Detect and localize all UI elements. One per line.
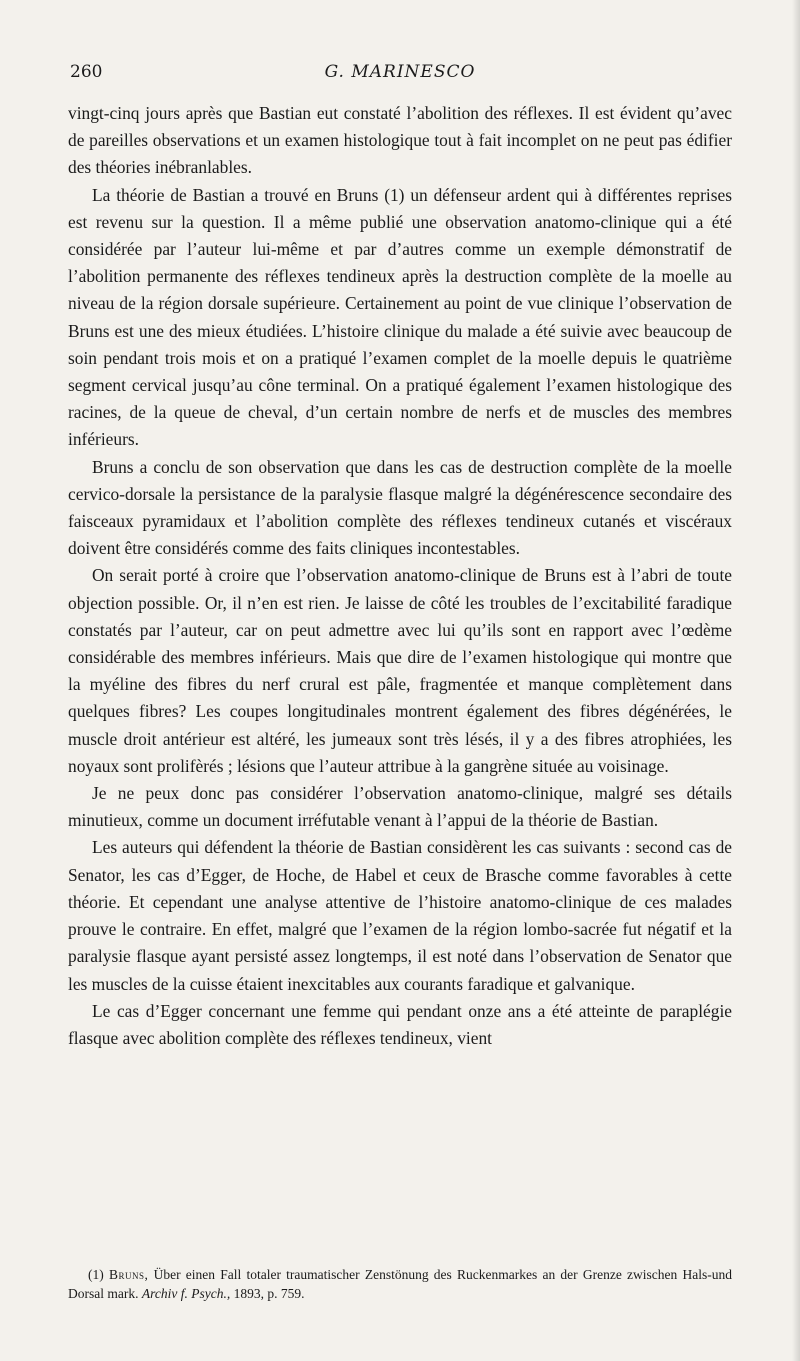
footnotes — [68, 1265, 732, 1303]
footnote-journal: Archiv f. Psych., — [141, 1286, 231, 1301]
body-text — [68, 100, 732, 1052]
paragraph: Les auteurs qui défendent la théorie de Bastian considèrent les cas suivants : second cas de Senator, les cas d’Egger, de Hoche, de Habel et ceux de Brasche comme favorables à cette théorie. Et cependant une analyse attentive de l’histoire anatomo-clinique de ces malades prouve le contraire. En effet, malgré que l’examen de la région lombo-sacrée fut négatif et la paralysie flasque ayant persisté assez longtemps, il est noté dans l’observation de Senator que les muscles de la cuisse étaient inexcitables aux courants faradique et galvanique. — [68, 837, 732, 994]
footnote-marker: (1) — [88, 1267, 104, 1282]
paragraph-continued: vingt-cinq jours après que Bastian eut constaté l’abolition des réflexes. Il est évident qu’avec de pareilles observations et un examen histologique tout à fait incomplet on ne peut pas édifier des théories inébranlables. — [68, 103, 732, 178]
paragraph: Le cas d’Egger concernant une femme qui pendant onze ans a été atteinte de paraplégie flasque avec abolition complète des réflexes tendineux, vient — [68, 1000, 732, 1048]
page-header — [70, 62, 730, 88]
footnote-text: Über einen Fall totaler traumatischer Zenstönung des Ruckenmarkes an der Grenze zwischen Hals-und Dorsal mark. — [68, 1267, 732, 1301]
page-edge-shadow — [792, 0, 800, 1361]
paragraph: Je ne peux donc pas considérer l’observation anatomo-clinique, malgré ses détails minutieux, comme un document irréfutable venant à l’appui de la théorie de Bastian. — [68, 783, 732, 831]
footnote-details: 1893, p. 759. — [233, 1286, 305, 1301]
paragraph: La théorie de Bastian a trouvé en Bruns (1) un défenseur ardent qui à différentes reprises est revenu sur la question. Il a même publié une observation anatomo-clinique qui a été considérée par l’auteur lui-même et par d’autres comme un exemple démonstratif de l’abolition permanente des réflexes tendineux après la destruction complète de la moelle au niveau de la région dorsale supérieure. Certainement au point de vue clinique l’observation de Bruns est une des mieux étudiées. L’histoire clinique du malade a été suivie avec beaucoup de soin pendant trois mois et on a pratiqué l’examen complet de la moelle depuis le quatrième segment cervical jusqu’au cône terminal. On a pratiqué également l’examen histologique des racines, de la queue de cheval, d’un certain nombre de nerfs et de muscles des membres inférieurs. — [68, 184, 732, 450]
running-head: G. MARINESCO — [324, 62, 476, 82]
footnote-author: Bruns, — [108, 1267, 149, 1282]
paragraph: On serait porté à croire que l’observation anatomo-clinique de Bruns est à l’abri de toute objection possible. Or, il n’en est rien. Je laisse de côté les troubles de l’excitabilité faradique constatés par l’auteur, car on peut admettre avec lui qu’ils sont en rapport avec l’œdème considérable des membres inférieurs. Mais que dire de l’examen histologique qui montre que la myéline des fibres du nerf crural est pâle, fragmentée et manque complètement dans quelques fibres? Les coupes longitudinales montrent également des fibres dégénérées, le muscle droit antérieur est altéré, les jumeaux sont très lésés, il y a des fibres atrophiées, les noyaux sont prolifèrés ; lésions que l’auteur attribue à la gangrène située au voisinage. — [68, 565, 732, 776]
footnote — [68, 1265, 732, 1303]
paragraph: Bruns a conclu de son observation que dans les cas de destruction complète de la moelle cervico-dorsale la persistance de la paralysie flasque malgré la dégénérescence secondaire des faisceaux pyramidaux et l’abolition complète des réflexes tendineux cutanés et viscéraux doivent être considérés comme des faits cliniques incontestables. — [68, 456, 732, 559]
page-number: 260 — [70, 62, 103, 82]
